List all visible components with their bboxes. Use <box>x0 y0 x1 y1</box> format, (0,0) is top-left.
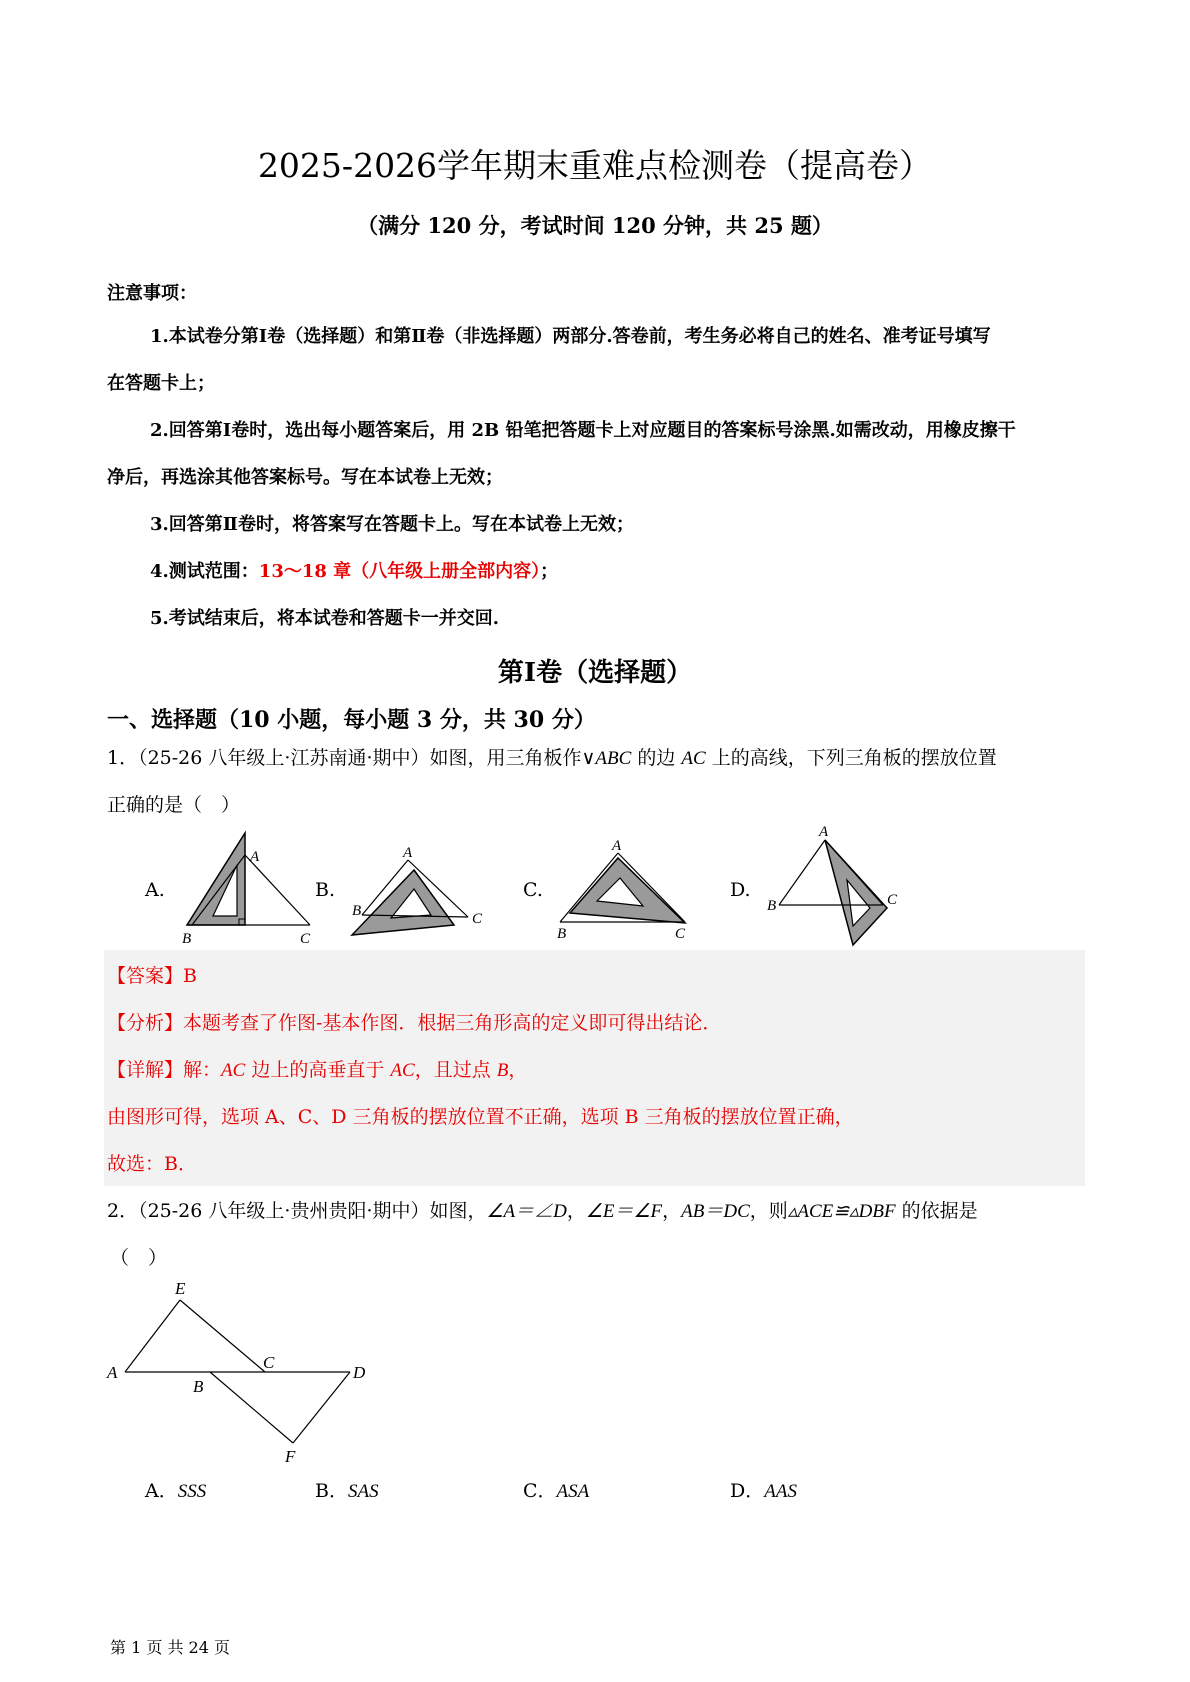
q1-option-c-label[interactable]: C. <box>523 879 543 901</box>
q2-sep-1: ， <box>566 1200 586 1222</box>
answer-value: B <box>183 965 197 987</box>
note-item-1: 1.本试卷分第Ⅰ卷（选择题）和第Ⅱ卷（非选择题）两部分.答卷前，考生务必将自己的姓名、准考证号填写 <box>150 326 991 347</box>
option-label: B． <box>315 1480 348 1502</box>
option-value: AAS <box>764 1481 797 1502</box>
side-ab <box>779 840 825 905</box>
label-a: A <box>107 1363 118 1382</box>
detail-end: ， <box>508 1059 528 1081</box>
side-ac <box>245 855 310 925</box>
note-item-1-cont: 在答题卡上； <box>107 373 215 394</box>
q2-option-a[interactable] <box>145 1468 206 1515</box>
label-c: C <box>263 1353 275 1372</box>
q1-option-d-label[interactable]: D. <box>730 879 751 901</box>
analysis-text: 本题考查了作图-基本作图．根据三角形高的定义即可得出结论． <box>183 1012 722 1034</box>
page-title: 2025-2026学年期末重难点检测卷（提高卷） <box>257 146 933 185</box>
note-item-4-suffix: ； <box>540 561 559 582</box>
label-b: B <box>557 926 567 942</box>
section-title-part1: 第Ⅰ卷（选择题） <box>497 658 693 688</box>
detail-ac2: AC <box>390 1060 415 1081</box>
q2-option-c[interactable] <box>523 1468 589 1515</box>
note-item-2-cont: 净后，再选涂其他答案标号。写在本试卷上无效； <box>107 467 503 488</box>
q1-text-prefix: 1．（25-26 八年级上·江苏南通·期中）如图，用三角板作∨ <box>107 747 596 769</box>
label-c: C <box>300 931 311 947</box>
notes-heading: 注意事项： <box>107 283 197 304</box>
q1-figure-b <box>348 845 498 940</box>
detail-prefix: 解： <box>183 1059 222 1081</box>
q2-condition-angle-e-f: ∠E＝∠F <box>585 1201 663 1222</box>
detail-ac: AC <box>221 1060 246 1081</box>
note-item-3: 3.回答第Ⅱ卷时，将答案写在答题卡上。写在本试卷上无效； <box>150 514 634 535</box>
q2-congruence: ▵ACE≌▵DBF <box>787 1201 896 1222</box>
option-label: A． <box>145 1480 178 1502</box>
q2-figure <box>105 1279 375 1466</box>
page-subtitle: （满分 120 分，考试时间 120 分钟，共 25 题） <box>357 213 833 238</box>
note-item-2: 2.回答第Ⅰ卷时，选出每小题答案后，用 2B 铅笔把答题卡上对应题目的答案标号涂黑.如需改动，用橡皮擦干 <box>150 420 1016 441</box>
label-d: D <box>353 1363 366 1382</box>
option-value: ASA <box>556 1481 590 1502</box>
label-f: F <box>285 1447 296 1466</box>
q2-text-suffix: 的依据是 <box>895 1200 978 1222</box>
label-b: B <box>767 898 777 914</box>
note-item-4 <box>150 548 558 595</box>
detail-b: B <box>496 1060 509 1081</box>
q2-option-d[interactable] <box>730 1468 797 1515</box>
question-2-line2: （ ） <box>110 1247 168 1269</box>
label-c: C <box>472 911 483 927</box>
label-a: A <box>819 824 829 840</box>
q2-condition-ab-dc: AB＝DC <box>681 1201 750 1222</box>
label-a: A <box>250 849 260 865</box>
line-ec <box>180 1300 265 1372</box>
q2-sep-2: ， <box>662 1200 682 1222</box>
label-b: B <box>352 903 362 919</box>
detail-mid: 边上的高垂直于 <box>245 1059 391 1081</box>
q1-detail-2: 由图形可得，选项 A、C、D 三角板的摆放位置不正确，选项 B 三角板的摆放位置正确， <box>107 1106 854 1128</box>
q2-condition-angle-a-d: ∠A＝∠D <box>486 1201 567 1222</box>
option-value: SSS <box>177 1481 207 1502</box>
note-item-4-prefix: 4.测试范围： <box>150 561 259 582</box>
option-label: C． <box>523 1480 557 1502</box>
label-a: A <box>612 838 622 854</box>
q1-figure-a <box>180 825 325 950</box>
note-item-5: 5.考试结束后，将本试卷和答题卡一并交回. <box>150 608 500 629</box>
label-c: C <box>887 892 898 908</box>
detail-label: 【详解】 <box>107 1059 184 1081</box>
q2-option-b[interactable] <box>315 1468 379 1515</box>
line-fd <box>293 1372 350 1443</box>
q1-option-a-label[interactable]: A. <box>145 879 165 901</box>
label-e: E <box>175 1279 186 1298</box>
q1-side-ac: AC <box>681 748 706 769</box>
q1-figure-d <box>765 824 915 950</box>
test-range: 13～18 章（八年级上册全部内容） <box>258 561 541 582</box>
q1-detail-3: 故选：B． <box>107 1153 197 1175</box>
q1-answer <box>107 953 197 1000</box>
detail-mid2: ，且过点 <box>414 1059 497 1081</box>
line-ae <box>125 1300 180 1372</box>
q1-text-mid: 的边 <box>631 747 682 769</box>
question-1-line1 <box>107 735 997 782</box>
label-b: B <box>193 1377 204 1396</box>
label-c: C <box>675 926 686 942</box>
q1-text-suffix: 上的高线，下列三角板的摆放位置 <box>705 747 997 769</box>
option-value: SAS <box>347 1481 379 1502</box>
question-2-line1 <box>107 1188 978 1235</box>
label-a: A <box>403 845 413 861</box>
q1-detail <box>107 1047 527 1094</box>
option-label: D． <box>730 1480 765 1502</box>
q2-text-mid: ，则 <box>749 1200 788 1222</box>
line-bf <box>210 1372 293 1443</box>
page-footer: 第 1 页 共 24 页 <box>110 1638 230 1657</box>
analysis-label: 【分析】 <box>107 1012 184 1034</box>
q1-figure-c <box>555 838 705 943</box>
q2-text-prefix: 2．（25-26 八年级上·贵州贵阳·期中）如图， <box>107 1200 487 1222</box>
q1-option-b-label[interactable]: B. <box>315 879 336 901</box>
section-title-choice: 一、选择题（10 小题，每小题 3 分，共 30 分） <box>107 707 596 733</box>
label-b: B <box>182 931 192 947</box>
q1-triangle-abc: ABC <box>595 748 632 769</box>
question-1-line2: 正确的是（ ） <box>107 794 241 816</box>
q1-analysis <box>107 1000 721 1047</box>
answer-label: 【答案】 <box>107 965 184 987</box>
